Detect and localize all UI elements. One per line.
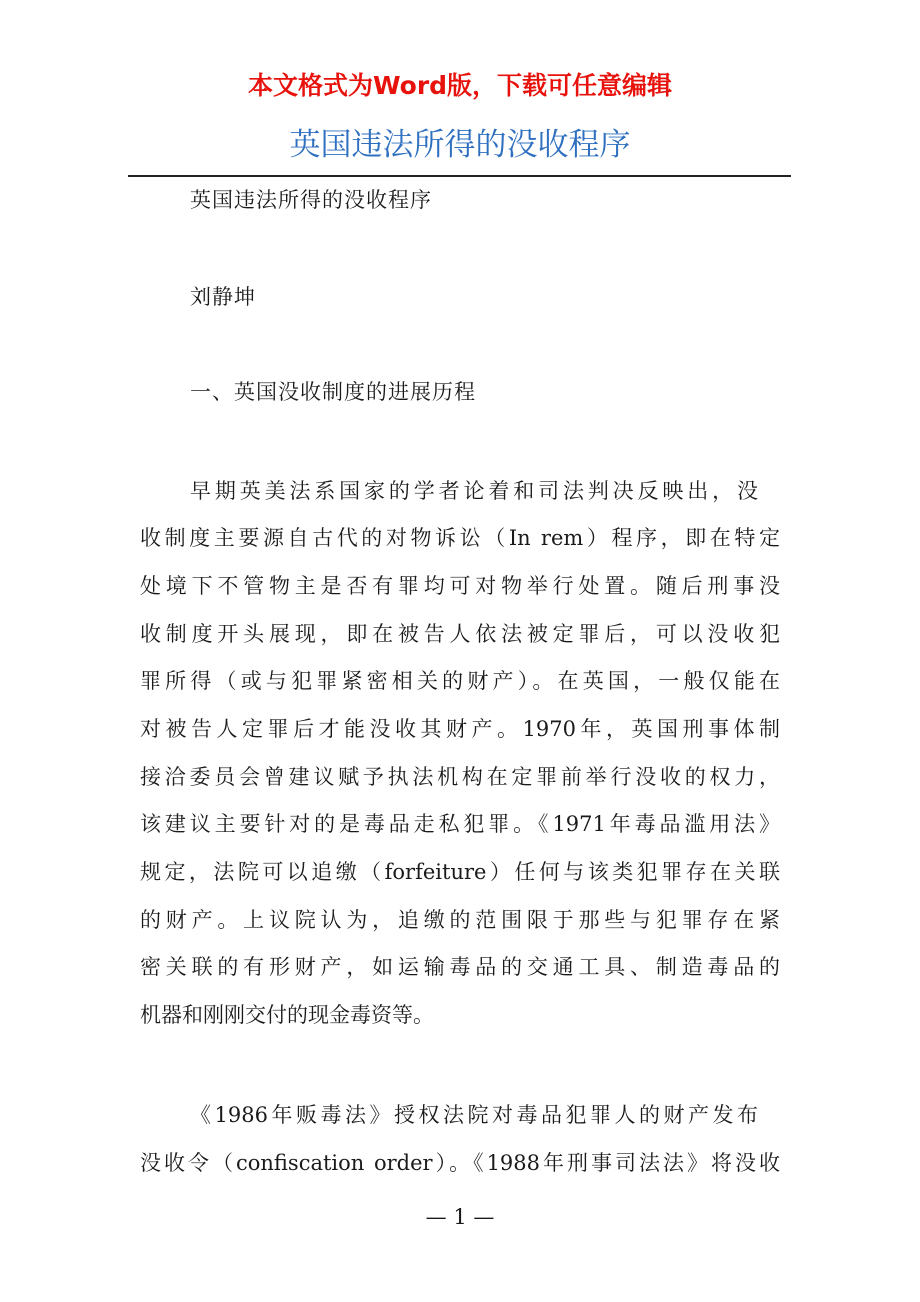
paragraph-line: 收制度主要源自古代的对物诉讼（In rem）程序，即在特定 [140, 526, 780, 550]
paragraph-line: 早期英美法系国家的学者论着和司法判决反映出，没 [190, 479, 758, 503]
paragraph-line: 机器和刚刚交付的现金毒资等。 [140, 1003, 434, 1027]
document-subtitle: 英国违法所得的没收程序 [190, 188, 432, 212]
paragraph-line: 《1986年贩毒法》授权法院对毒品犯罪人的财产发布 [190, 1103, 758, 1127]
paragraph-line: 规定，法院可以追缴（forfeiture）任何与该类犯罪存在关联 [140, 860, 780, 884]
paragraph-line: 该建议主要针对的是毒品走私犯罪。《1971年毒品滥用法》 [140, 812, 780, 836]
paragraph-line: 收制度开头展现，即在被告人依法被定罪后，可以没收犯 [140, 622, 780, 646]
section-heading: 一、英国没收制度的进展历程 [190, 380, 476, 404]
paragraph-line: 罪所得（或与犯罪紧密相关的财产）。在英国，一般仅能在 [140, 669, 780, 693]
paragraph-line: 接洽委员会曾建议赋予执法机构在定罪前举行没收的权力， [140, 765, 780, 789]
paragraph-line: 没收令（confiscation order）。《1988年刑事司法法》将没收 [140, 1151, 780, 1175]
paragraph-line: 密关联的有形财产，如运输毒品的交通工具、制造毒品的 [140, 955, 780, 979]
title-divider [128, 175, 791, 177]
paragraph-line: 处境下不管物主是否有罪均可对物举行处置。随后刑事没 [140, 574, 780, 598]
paragraph-line: 对被告人定罪后才能没收其财产。1970年，英国刑事体制 [140, 717, 780, 741]
word-format-banner: 本文格式为Word版，下载可任意编辑 [247, 71, 673, 100]
author-name: 刘静坤 [190, 285, 256, 309]
paragraph-line: 的财产。上议院认为，追缴的范围限于那些与犯罪存在紧 [140, 908, 780, 932]
page-number: — 1 — [425, 1205, 495, 1229]
document-title: 英国违法所得的没收程序 [289, 127, 631, 163]
